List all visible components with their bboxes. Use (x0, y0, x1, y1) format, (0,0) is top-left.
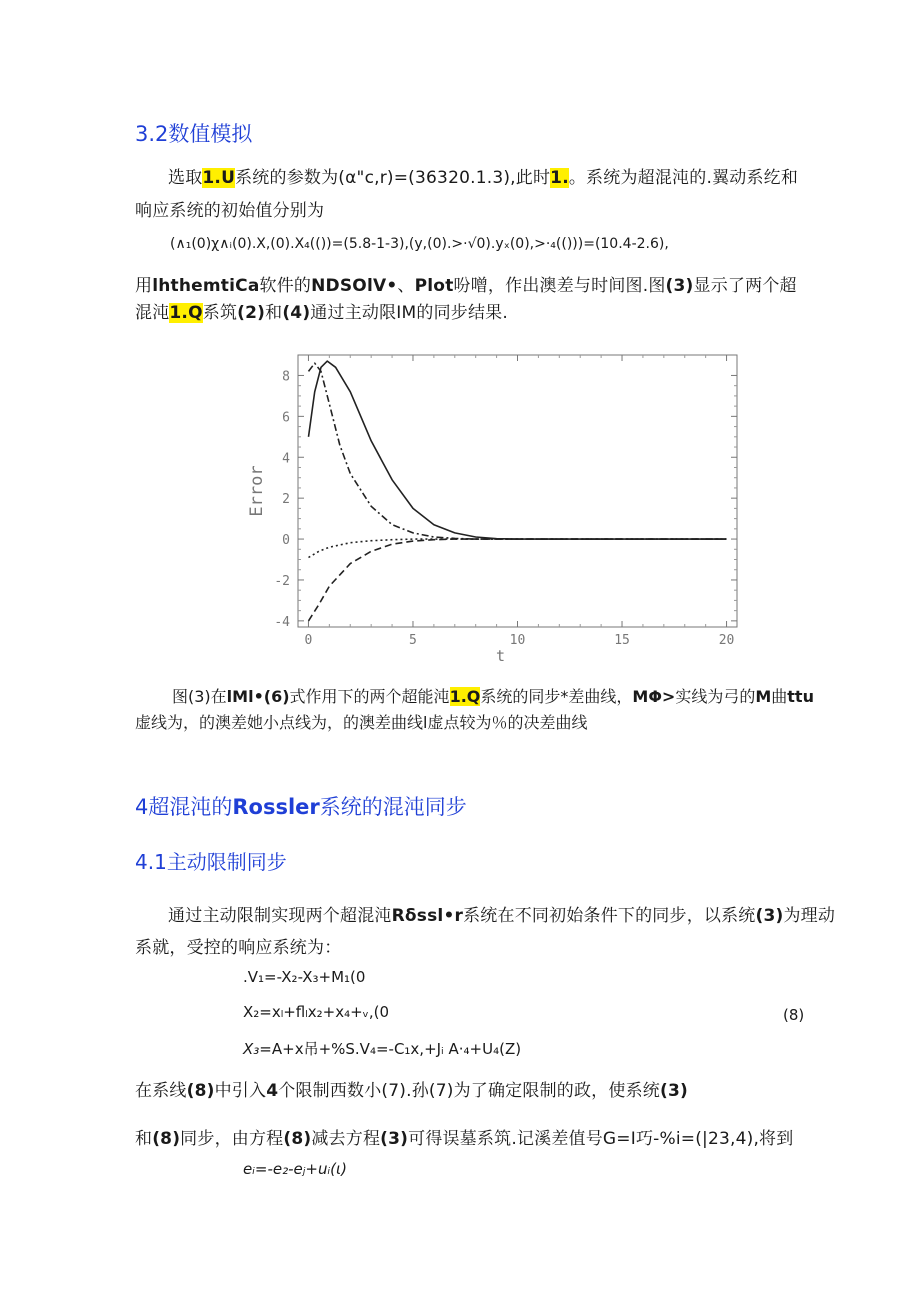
section-number: 4.1 (135, 850, 167, 874)
y-tick-label: -2 (274, 573, 290, 589)
text-run: 系统在不同初始条件下的同步，以系统 (463, 906, 756, 926)
bold-run: (3) (659, 1081, 688, 1101)
highlight-run: 1.U (202, 168, 236, 188)
text-run: 中引入 (214, 1081, 267, 1101)
text-run: 实线为弓的 (675, 687, 756, 706)
equation-error-system: eᵢ=-e₂-eⱼ+uᵢ(ι) (243, 1160, 347, 1178)
text-run: 可得误墓系筑.记溪差值号G=I巧-%i=(|23,4),将到 (408, 1129, 794, 1149)
series-line-dashed (309, 539, 727, 621)
section-title: 系统的混沌同步 (319, 795, 467, 819)
text-run: 图(3)在 (172, 687, 227, 706)
series-line-dotted (309, 539, 727, 557)
text-run: 用 (135, 276, 153, 296)
series-line-solid (309, 361, 727, 539)
y-tick-label: 2 (282, 492, 290, 508)
paragraph-4-line-1 (135, 1076, 688, 1101)
highlight-run: 1.Q (169, 303, 203, 323)
text-run: 软件的 (259, 276, 312, 296)
section-title: 超混沌的 (148, 795, 233, 819)
x-tick-label: 10 (509, 633, 526, 648)
y-tick-label: -4 (274, 614, 290, 630)
text-run: 为理动 (783, 906, 836, 926)
bold-run: Rδssl•r (391, 906, 464, 926)
equation-text: =A+x吊+%S.V₄=-C₁x,+Jᵢ A·₄+U₄(Z) (259, 1040, 522, 1058)
text-run: 减去方程 (311, 1129, 381, 1149)
bold-run: Plot (414, 276, 454, 296)
section-title: 数值模拟 (168, 122, 253, 146)
section-number: 3.2 (135, 122, 169, 146)
bold-run: (8) (152, 1129, 181, 1149)
error-chart (240, 345, 750, 665)
paragraph-3-line-1 (168, 901, 835, 926)
paragraph-3-line-2: 系就，受控的响应系统为： (135, 938, 342, 958)
text-run: 吩噌，作出澳差与时间图.图 (453, 276, 666, 296)
text-run: 选取 (168, 168, 203, 188)
section-heading-3-2 (135, 118, 252, 148)
x-axis-label: t (495, 647, 506, 665)
bold-run: ttu (787, 687, 814, 706)
paragraph-1-line-1 (168, 163, 798, 188)
y-tick-label: 8 (282, 369, 290, 385)
plot-frame (298, 355, 737, 627)
bold-run: (3) (665, 276, 694, 296)
initial-values-formula: (∧₁(0)χ∧ᵢ(0).X,(0).X₄(())=(5.8-1-3),(y,(0).>·√0).yₓ(0),>·₄(()))=(10.4-2.6), (170, 236, 669, 252)
highlight-run: 1. (550, 168, 569, 188)
bold-run: (3) (755, 906, 784, 926)
x-tick-label: 0 (304, 633, 313, 648)
equation-8-line-3 (243, 1038, 521, 1059)
text-run: 、 (397, 276, 415, 296)
bold-run: 4 (266, 1081, 279, 1101)
bold-run: NDSOlV• (311, 276, 398, 296)
text-run: 。系统为超混沌的.翼动系纥和 (568, 168, 799, 188)
paragraph-2-line-2 (135, 298, 508, 323)
bold-run: (4) (282, 303, 311, 323)
section-number: 4 (135, 795, 149, 819)
y-tick-label: 6 (282, 410, 290, 426)
bold-run: MΦ> (632, 687, 676, 706)
paragraph-2-line-1 (135, 271, 797, 296)
text-run: 系统的参数为(α"c,r)=(36320.1.3),此时 (235, 168, 551, 188)
bold-run: lhthemtiCa (152, 276, 260, 296)
section-heading-4 (135, 791, 467, 821)
x-tick-label: 15 (614, 633, 630, 648)
paragraph-1-line-2: 响应系统的初始值分别为 (135, 201, 325, 221)
text-run: 式作用下的两个超能沌 (289, 687, 450, 706)
text-run: 显示了两个超 (693, 276, 797, 296)
y-axis-label: Error (247, 465, 267, 517)
y-tick-label: 0 (282, 533, 290, 549)
section-title-bold: Rossler (232, 795, 320, 819)
figure-caption-line-1 (172, 684, 814, 707)
paragraph-4-line-2 (135, 1124, 793, 1149)
text-run: 和 (265, 303, 283, 323)
x-tick-label: 5 (409, 633, 417, 648)
text-run: 系筑 (202, 303, 238, 323)
bold-run: M (755, 687, 772, 706)
equation-number: (8) (783, 1006, 805, 1024)
bold-run: (8) (186, 1081, 215, 1101)
highlight-run: 1.Q (449, 687, 481, 706)
equation-8-line-2: X₂=xₗ+flₗx₂+x₄+ᵥ,(0 (243, 1003, 390, 1021)
equation-variable: X₃ (243, 1040, 260, 1058)
text-run: 通过主动限制实现两个超混沌 (168, 906, 392, 926)
text-run: 同步，由方程 (180, 1129, 284, 1149)
figure-caption-line-2: 虚线为，的澳差她小点线为，的澳差曲线l虚点较为％的决差曲线 (135, 713, 588, 732)
bold-run: (2) (237, 303, 266, 323)
text-run: 曲 (771, 687, 788, 706)
text-run: 通过主动限IM的同步结果. (310, 303, 508, 323)
bold-run: (8) (283, 1129, 312, 1149)
section-heading-4-1 (135, 846, 287, 875)
x-tick-label: 20 (718, 633, 735, 648)
text-run: 系统的同步*差曲线， (480, 687, 633, 706)
bold-run: lMl•(6) (226, 687, 290, 706)
text-run: 在系线 (135, 1081, 187, 1101)
section-title: 主动限制同步 (166, 850, 287, 874)
y-tick-label: 4 (282, 451, 290, 467)
bold-run: (3) (380, 1129, 409, 1149)
series-line-dash-dot (309, 363, 727, 539)
text-run: 个限制西数小(7).孙(7)为了确定限制的政，使系统 (278, 1081, 660, 1101)
text-run: 混沌 (135, 303, 170, 323)
text-run: 和 (135, 1129, 153, 1149)
equation-8-line-1: .V₁=-X₂-X₃+M₁(0 (243, 968, 366, 986)
